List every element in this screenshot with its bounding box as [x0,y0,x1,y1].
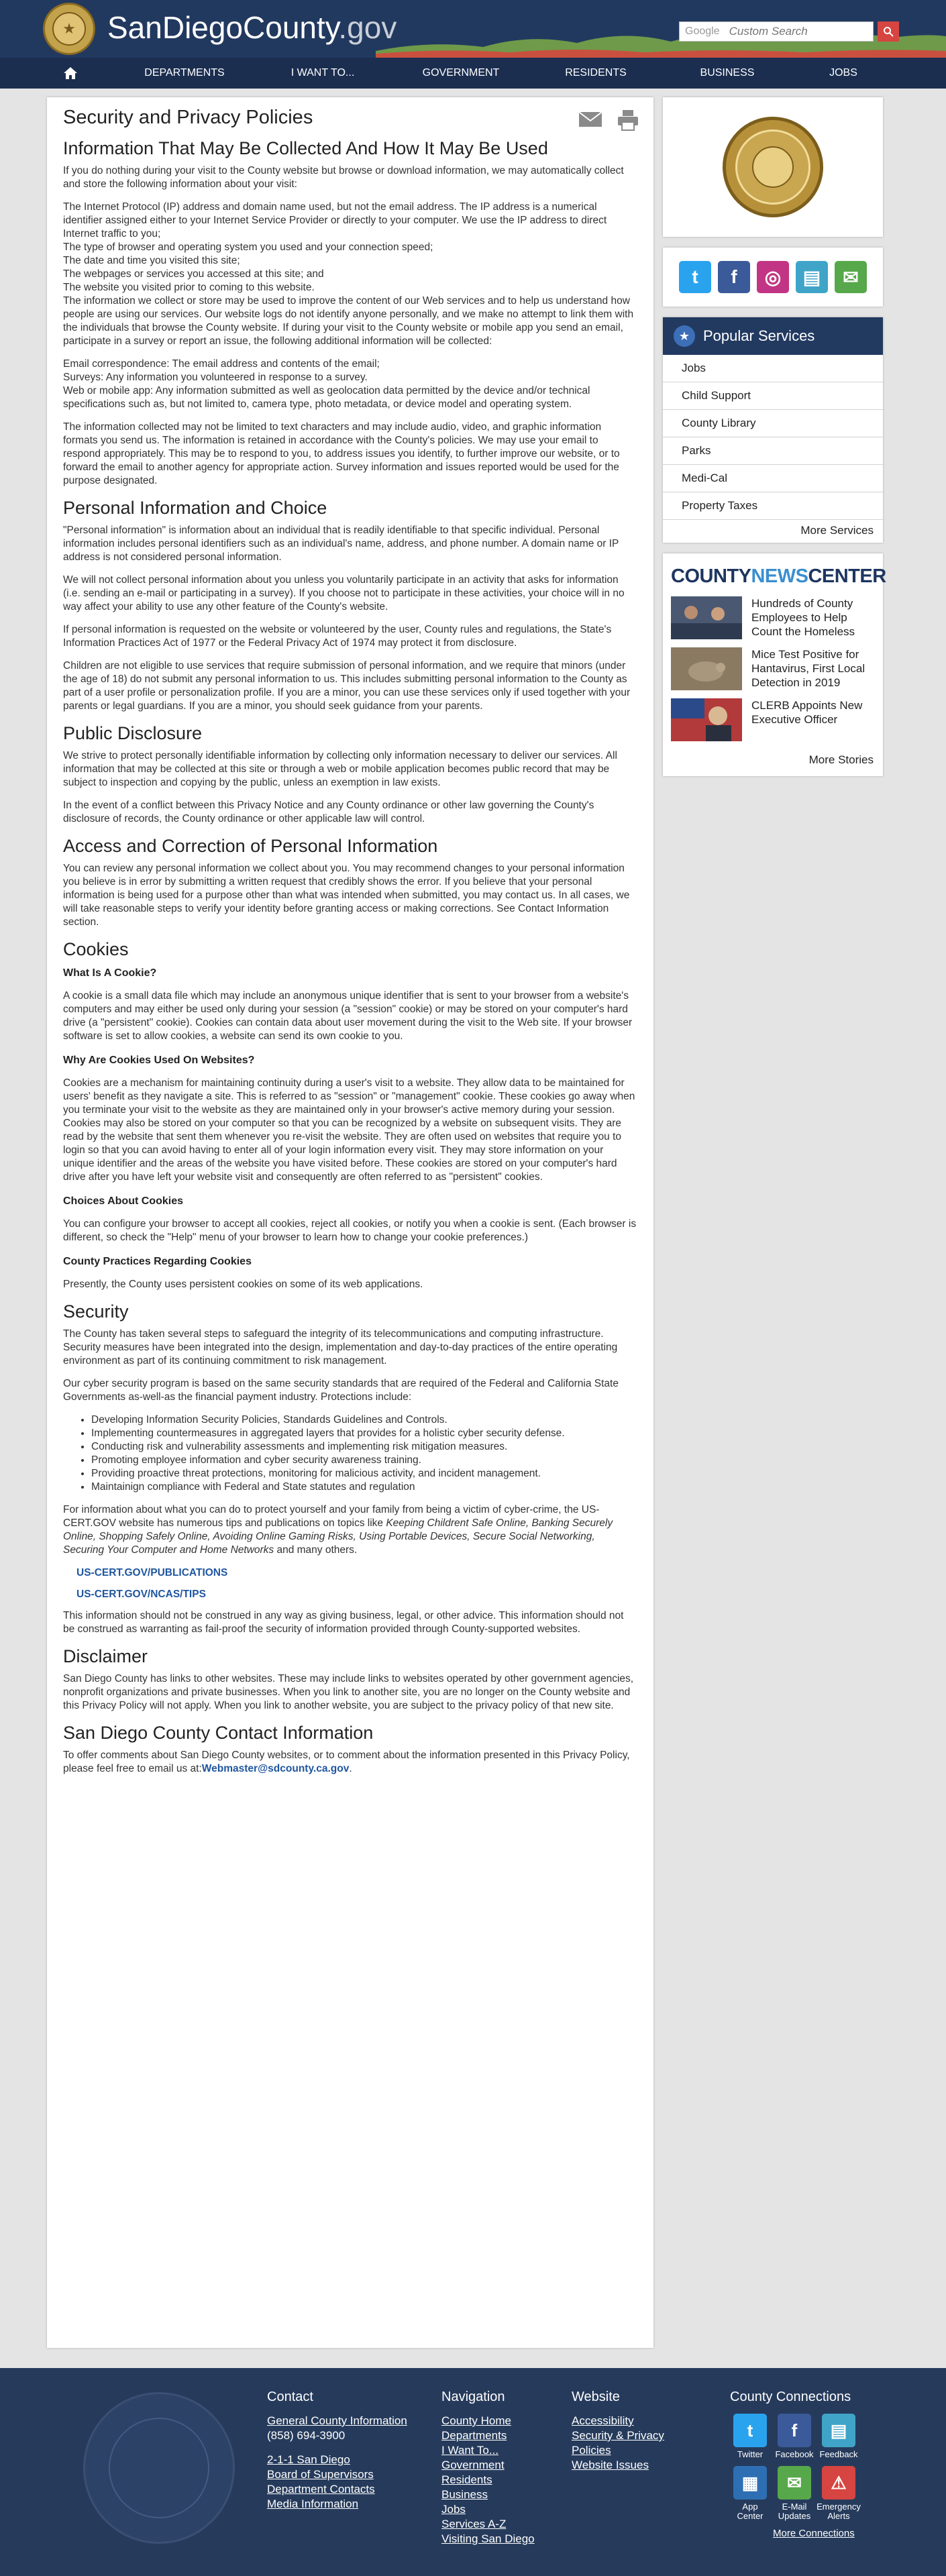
paragraph: If you do nothing during your visit to the County website but browse or download information, we may automatically collect and store the following information about your visit: [63,165,624,190]
footer-link[interactable]: Residents [441,2473,492,2486]
paragraph: You can configure your browser to accept all cookies, reject all cookies, or notify you when a cookie is sent. (Each browser is different, so check the "Help" menu of your browser to learn how to change your cookie preferences.) [63,1218,637,1243]
subheading: Why Are Cookies Used On Websites? [63,1055,255,1066]
news-thumbnail [671,647,742,690]
list-item: • Conducting risk and vulnerability assessments and implementing risk mitigation measures. [91,1440,637,1454]
print-icon[interactable] [617,109,639,131]
paragraph: A cookie is a small data file which may include an anonymous unique identifier that is sent to your browser from a website's computers and may either be used only during your session (a "session" cookie) or may be stored on your computer's hard drive (a "persistent" cookie). Cookies can contain data about user movement during the visit to the Web site. If your browser software is set to allow cookies, a website can send its own cookie to you. [63,990,633,1042]
footer-link[interactable]: Department Contacts [267,2483,375,2496]
news-item[interactable] [671,596,875,642]
paragraph: Children are not eligible to use services that require submission of personal information, and we require that minors (under the age of 18) do not submit any personal information to us. This includes submitting personal information to the County as part of a user profile or personalization profile. If you are a minor, you can use these services only if used together with your parents or legal guardians. If you are a minor, you should seek guidance from your parents. [63,660,631,712]
social-links [663,248,883,307]
nav-jobs[interactable]: JOBS [829,67,857,78]
site-footer [0,2368,946,2576]
section-title-disclaimer: Disclaimer [63,1646,148,1666]
twitter-icon: t [733,2414,767,2447]
footer-heading: Navigation [441,2390,505,2404]
main-content [47,97,653,2348]
email-icon[interactable]: ✉ [835,261,867,293]
footer-link[interactable]: Government [441,2459,505,2471]
list-line: The date and time you visited this site; [63,255,240,266]
footer-link[interactable]: Jobs [441,2503,466,2516]
sidebar [663,97,886,787]
footer-seal [83,2392,235,2544]
search-box [679,21,874,42]
footer-navigation [441,2390,562,2546]
us-cert-publications-link[interactable]: US-CERT.GOV/PUBLICATIONS [76,1567,228,1578]
footer-link[interactable]: Visiting San Diego [441,2532,535,2545]
paragraph: We strive to protect personally identifiable information by collecting only information necessary to deliver our services. All information that may be collected at this site or through a web or mobile application becomes public record that may be subject to inspection and copying by the public, unless an exemption in law exists. [63,750,617,788]
additional-info-list [63,358,637,411]
nav-departments[interactable]: DEPARTMENTS [144,67,225,78]
footer-app-center[interactable] [730,2466,770,2521]
subheading: Choices About Cookies [63,1195,183,1207]
news-thumbnail [671,698,742,741]
footer-link[interactable]: Board of Supervisors [267,2468,374,2481]
email-icon: ✉ [778,2466,811,2500]
footer-link[interactable]: Website Issues [572,2459,649,2471]
paragraph: The County has taken several steps to safeguard the integrity of its telecommunications and computing infrastructure. Security measures have been integrated into the design, implementation and day-to-day practices of the entire operating environment as part of its continuing commitment to risk management. [63,1328,618,1366]
site-header [0,0,946,58]
twitter-icon[interactable]: t [679,261,711,293]
section-title-public-disclosure: Public Disclosure [63,723,203,743]
us-cert-tips-link[interactable]: US-CERT.GOV/NCAS/TIPS [76,1589,206,1600]
webmaster-email-link[interactable]: Webmaster@sdcounty.ca.gov [201,1763,350,1774]
list-line: Email correspondence: The email address and contents of the email; [63,358,380,370]
paragraph [63,1503,637,1557]
footer-heading: Website [572,2390,620,2404]
footer-link[interactable]: I Want To... [441,2444,499,2457]
star-icon: ★ [674,325,695,347]
list-item: • Implementing countermeasures in aggregated layers that provides for a holistic cyber security defense. [91,1427,637,1440]
section-title-personal-info: Personal Information and Choice [63,498,327,518]
page-actions [578,109,639,131]
search-input[interactable] [729,25,863,38]
news-item[interactable] [671,698,875,744]
subheading: County Practices Regarding Cookies [63,1256,252,1267]
text-span: . [349,1763,352,1774]
list-line: The webpages or services you accessed at this site; and [63,268,324,280]
home-icon [63,66,78,80]
footer-feedback[interactable] [819,2414,859,2459]
text-span: and many others. [274,1544,358,1556]
news-headline: Mice Test Positive for Hantavirus, First Local Detection in 2019 [751,648,865,689]
list-line: Surveys: Any information you volunteered in response to a survey. [63,372,368,383]
footer-link[interactable]: 2-1-1 San Diego [267,2453,350,2466]
footer-link[interactable]: County Home [441,2414,511,2427]
popular-services [663,317,883,543]
paragraph: The information collected may not be limited to text characters and may include audio, video, and graphic information formats you send us. The information is retained in accordance with the County's policies. We may use your email to respond appropriately. This may be to respond to you, to address issues you identify, to further improve our website, or to forward the email to another agency for appropriate action. Survey information and issues reported would be used for the purpose designated. [63,421,620,486]
paragraph: If personal information is requested on the website or volunteered by the user, County rules and regulations, the State's Information Practices Act of 1977 or the Federal Privacy Act of 1974 may protect it from disclosure. [63,624,612,649]
nav-business[interactable]: BUSINESS [700,67,755,78]
popular-services-title: Popular Services [703,327,815,344]
icon-label: E-Mail Updates [778,2502,811,2521]
paragraph: You can review any personal information we collect about you. You may recommend changes to your personal information you believe is in error by submitting a written request that credibly shows the error. If you believe that your personal information is being used for a purpose other than what was intended when submitted, you may contact us. In all cases, we will take reasonable steps to verify your identity before granting access or making corrections. See Contact Information section. [63,863,630,928]
list-item: • Maintainign compliance with Federal and State statutes and regulation [91,1481,637,1494]
search-brand: Google [685,25,720,37]
more-services-link[interactable]: More Services [800,524,874,537]
paragraph: Our cyber security program is based on the same security standards that are required of the Federal and California State Governments as-well-as the financial payment industry. Protections include: [63,1378,619,1403]
icon-label: App Center [737,2502,764,2521]
list-line: The type of browser and operating system you used and your connection speed; [63,241,433,253]
icon-label: Feedback [819,2449,858,2459]
footer-link[interactable]: Departments [441,2429,507,2442]
popular-service-child-support[interactable]: Child Support [663,382,883,410]
alert-icon: ⚠ [822,2466,855,2500]
section-title-contact: San Diego County Contact Information [63,1723,374,1743]
popular-service-county-library[interactable]: County Library [663,410,883,437]
text-span: To offer comments about San Diego County websites, or to comment about the information presented in this Privacy Policy, please feel free to email us at: [63,1750,630,1774]
popular-service-jobs[interactable]: Jobs [663,355,883,382]
section-title-access-correction: Access and Correction of Personal Information [63,836,438,856]
county-seal-image [723,117,823,217]
instagram-icon[interactable]: ◎ [757,261,789,293]
more-connections-link[interactable]: More Connections [773,2528,855,2539]
spacer [267,2443,428,2453]
footer-connections [730,2390,884,2541]
nav-i-want-to[interactable]: I WANT TO... [291,67,355,78]
footer-link[interactable]: Security & Privacy Policies [572,2429,664,2457]
footer-heading: County Connections [730,2390,851,2404]
footer-email-updates[interactable] [774,2466,814,2521]
footer-link[interactable]: Accessibility [572,2414,634,2427]
news-headline: Hundreds of County Employees to Help Count the Homeless [751,597,855,638]
paragraph: This information should not be construed in any way as giving business, legal, or other advice. This information should not be construed as warranting as fail-proof the security of information provided through County-supported websites. [63,1610,624,1635]
info-collected-list [63,201,637,348]
feedback-icon: ▤ [822,2414,855,2447]
popular-service-medi-cal[interactable]: Medi-Cal [663,465,883,492]
footer-twitter[interactable] [730,2414,770,2459]
county-seal-box [663,97,883,237]
paragraph: "Personal information" is information about an individual that is readily identifiable to that specific individual. Personal information includes personal identifiers such as an individual's name, address, and phone number. A domain name or IP address is not considered personal information. [63,525,619,563]
footer-heading: Contact [267,2390,313,2404]
list-line: The information we collect or store may be used to improve the content of our Web services and to help us understand how people are using our services. Our website logs do not identify anyone personally, and we make no attempt to link them with the individuals that browse the County website. If during your visit to the County website or mobile app you send an email, participate in a survey or report an issue, the following additional information will be collected: [63,295,634,347]
app-center-icon: ▦ [733,2466,767,2500]
popular-services-header [663,317,883,355]
footer-contact [267,2390,428,2512]
news-item[interactable] [671,647,875,693]
county-seal-logo[interactable]: ★ [43,3,95,55]
news-center-logo[interactable]: COUNTYNEWSCENTER [671,566,886,587]
feedback-icon[interactable]: ▤ [796,261,828,293]
list-item: • Providing proactive threat protections, monitoring for malicious activity, and incident management. [91,1467,637,1481]
site-logo-text[interactable]: SanDiegoCounty.gov [107,10,397,45]
paragraph [63,1749,637,1776]
text-span: For information about what you can do to protect yourself and your family from being a victim of cyber-crime, the US-CERT.GOV website has numerous tips and publications on topics like [63,1504,600,1529]
nav-government[interactable]: GOVERNMENT [422,67,500,78]
list-line: The Internet Protocol (IP) address and domain name used, but not the email address. The IP address is a numerical identifier assigned either to your Internet Service Provider or directly to your computer. We use the IP address to direct Internet traffic to you; [63,201,607,239]
email-page-icon[interactable] [578,109,602,128]
section-title-security: Security [63,1301,129,1322]
footer-link[interactable]: Services A-Z [441,2518,507,2530]
paragraph: In the event of a conflict between this Privacy Notice and any County ordinance or other law governing the County's disclosure of records, the County ordinance or other applicable law will control. [63,800,594,824]
paragraph: We will not collect personal information about you unless you voluntarily participate in an activity that asks for information (i.e. sending an e-mail or participating in a survey). If you choose not to participate in these activities, your choice will in no way affect your ability to use any other feature of the County's website. [63,574,625,612]
footer-link[interactable]: Business [441,2488,488,2501]
popular-services-list [663,355,883,520]
footer-phone: (858) 694-3900 [267,2429,346,2442]
facebook-icon[interactable]: f [718,261,750,293]
news-thumbnail [671,596,742,639]
facebook-icon: f [778,2414,811,2447]
protections-list [91,1413,637,1494]
list-line: Web or mobile app: Any information submitted as well as geolocation data permitted by the device and/or technical specifications such as, but not limited to, camera type, photo metadata, or device model and operating system. [63,385,590,410]
subheading: What Is A Cookie? [63,967,157,979]
footer-link[interactable]: General County Information [267,2414,407,2427]
more-stories-link[interactable]: More Stories [808,753,874,766]
list-line: The website you visited prior to coming to this website. [63,282,315,293]
main-nav [0,58,946,89]
topics-italic: Keeping Childrent Safe Online, Banking Securely Online, Shopping Safely Online, Avoiding Online Gaming Risks, Using Portable Devices, Secure Social Networking, Securing Your Computer and Home Networks [63,1517,613,1556]
search-icon [883,26,894,37]
icon-label: Emergency Alerts [817,2502,861,2521]
footer-website [572,2390,672,2473]
popular-service-property-taxes[interactable]: Property Taxes [663,492,883,520]
list-item: • Promoting employee information and cyber security awareness training. [91,1454,637,1467]
county-news-center [663,553,886,776]
footer-link[interactable]: Media Information [267,2498,359,2510]
paragraph: Cookies are a mechanism for maintaining continuity during a user's visit to a website. They allow data to be maintained for users' benefit as they navigate a site. This is referred to as "session" or "management" cookie. These cookies go away when you terminate your visit to the website as they are maintained only in your browser's active memory during your session. Cookies may also be stored on your computer so that you can be recognized by a website on subsequent visits. They are read by the website that sent them whenever you re-visit the website. They are often used on websites that require you to login so that you can avoid having to enter all of your login information every visit. They may store information on your unique identifier and the areas of the website you have visited before. These cookies are stored on your computer's hard drive after you have left your website visit and consequently are often referred to as "persistent" cookies. [63,1077,635,1183]
nav-residents[interactable]: RESIDENTS [565,67,627,78]
page-title: Security and Privacy Policies [63,107,313,128]
nav-home[interactable] [47,66,94,80]
list-item: • Developing Information Security Policies, Standards Guidelines and Controls. [91,1413,637,1427]
search-button[interactable] [878,21,899,42]
footer-emergency-alerts[interactable] [819,2466,859,2521]
paragraph: San Diego County has links to other websites. These may include links to websites operated by other government agencies, nonprofit organizations and private businesses. When you link to another site, you are no longer on the County website and this Privacy Policy will not apply. When you link to another website, you are subject to the privacy policy of that new site. [63,1673,634,1711]
news-headline: CLERB Appoints New Executive Officer [751,699,863,726]
icon-label: Facebook [775,2449,814,2459]
section-title-info-collected: Information That May Be Collected And How It May Be Used [63,138,548,158]
section-title-cookies: Cookies [63,939,129,959]
footer-facebook[interactable] [774,2414,814,2459]
icon-label: Twitter [737,2449,764,2459]
paragraph: Presently, the County uses persistent cookies on some of its web applications. [63,1279,423,1290]
popular-service-parks[interactable]: Parks [663,437,883,465]
